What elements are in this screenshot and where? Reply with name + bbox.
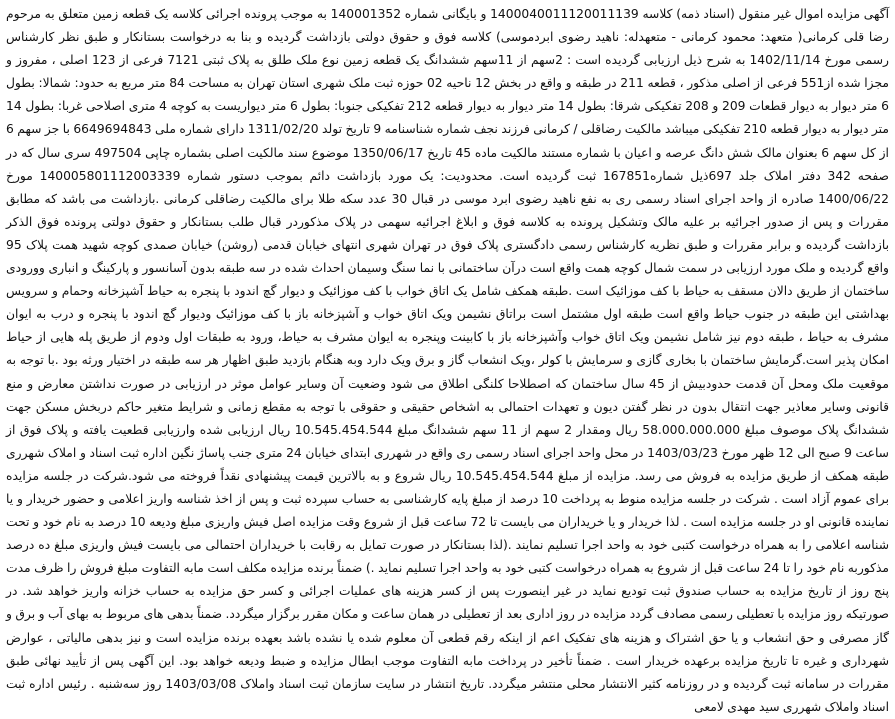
notice-body-text: آگهی مزایده اموال غیر منقول (اسناد ذمه) کلاسه 1400040011120011139 و بایگانی شماره 140001352 به موجب پرونده اجرائی کلاسه یک قطعه زمین متعلق به مرحوم رضا قلی کرمانی( متعهد: محمود کرمانی - متعهدله: ناهید رضوی ابردموسی) کلاسه فوق و حقوق دولتی بازداشت گردیده و بنا به درخواست بستانکار و طبق نظر کارشناس رسمی مورخ 1402/11/14 به شرح ذیل ارزیابی گردیده است : 2سهم از 11سهم ششدانگ یک قطعه زمین نوع ملک طلق به پلاک ثبتی 7121 فرعی از 123 اصلی ، مفروز و مجزا شده از551 فرعی از اصلی مذکور ، قطعه 211 در طبقه و واقع در بخش 12 ناحیه 02 حوزه ثبت ملک شهری استان تهران به مساحت 84 متر مربع به حدود: شمالا: بطول 6 متر دیوار به دیوار قطعات 209 و 208 تفکیکی شرقا: بطول 14 متر دیوار به دیوار قطعه 212 تفکیکی جنوبا: بطول 6 متر دیواریست به کوچه 4 متری اصلاحی غربا: بطول 14 متر دیوار به دیوار قطعه 210 تفکیکی میباشد مالکیت رضاقلی / کرمانی فرزند نجف شماره شناسنامه 9 تاریخ تولد 1311/02/20 دارای شماره ملی 6649694843 با جز سهم 6 از کل سهم 6 بعنوان مالک شش دانگ عرصه و اعیان با شماره مستند مالکیت ماده 45 تاریخ 1350/06/17 موضوع سند مالکیت اصلی بشماره چاپی 497504 سری سال که در صفحه 342 دفتر املاک جلد 697ذیل شماره167851 ثبت گردیده است. محدودیت: یک مورد بازداشت دائم بموجب دستور شماره 140005801112003339 مورخ 1400/06/22 صادره از واحد اجرای اسناد رسمی ری به نفع ناهید رضوی ابرد موسی در قبال 30 عدد سکه طلا برای مالکیت رضاقلی کرمانی .بازداشت می باشد که مطابق مقررات و پس از صدور اجرائیه بر علیه مالک وتشکیل پرونده به کلاسه فوق و ابلاغ اجرائیه سهمی در پلاک مذکوردر قبال طلب بستانکار و حقوق دولتی پرونده فوق الذکر بازداشت گردیده و برابر مقررات و طبق نظریه کارشناس رسمی دادگستری پلاک فوق در تهران شهری انتهای خیابان قدمی (روشن) خیابان صمدی کوچه شهید همت پلاک 95 واقع گردیده و ملک مورد ارزیابی در سمت شمال کوچه همت واقع است درآن ساختمانی با نما سنگ وسیمان احداث شده در سه طبقه بدون آسانسور و پارکینگ و انباری وورودی ساختمان از طریق دالان مسقف به حیاط با کف موزائیک است .طبقه همکف شامل یک اتاق خواب با کف موزائیک و دیوار گچ اندود با پنجره به حیاط آشپزخانه وحمام و سرویس بهداشتی این طبقه در جنوب حیاط واقع است طبقه اول مشتمل است براتاق نشیمن ویک اتاق خواب و آشپزخانه باز با کف موزائیک ودیوار گچ اندود با پنجره و درب به ایوان مشرف به حیاط ، طبقه دوم نیز شامل نشیمن ویک اتاق خواب وآشپزخانه باز با کابینت وپنجره به ایوان مشرف به حیاط، ورود به طبقات اول ودوم از طریق پله هایی از حیاط امکان پذیر است.گرمایش ساختمان با بخاری گازی و سرمایش با کولر ،ویک انشعاب گاز و برق ویک دارد وبه هنگام بازدید طبق اظهار هر سه طبقه در اختیار ورثه بود .با توجه به موقعیت ملک ومحل آن قدمت حدودبیش از 45 سال ساختمان که اصطلاحا کلنگی اطلاق می شود وضعیت آن وسایر عوامل موثر در ارزیابی در صورت نداشتن معارض و منع قانونی وسایر معاذیر جهت انتقال بدون در نظر گفتن دیون و تعهدات احتمالی به اشخاص حقیقی و حقوقی با توجه به مقطع زمانی و شرایط متغیر حاکم دربخش مسکن جهت ششدانگ پلاک موصوف مبلغ 58.000.000.000 ریال ومقدار 2 سهم از 11 سهم ششدانگ مبلغ 10.545.454.544 ریال ارزیابی شده وارزیابی قطعیت یافته و پلاک فوق از ساعت 9 صبح الی 12 ظهر مورخ 1403/03/23 در محل واحد اجرای اسناد رسمی ری واقع در شهرری ابتدای خیابان 24 متری جنب پاساژ نگین اداره ثبت اسناد و املاک شهرری طبقه همکف از طریق مزایده به فروش می رسد. مزایده از مبلغ 10.545.454.544 ریال شروع و به بالاترین قیمت پیشنهادی نقداً فروخته می شود.شرکت در جلسه مزایده برای عموم آزاد است . شرکت در جلسه مزایده منوط به پرداخت 10 درصد از مبلغ پایه کارشناسی به حساب سپرده ثبت و پس از اخذ شناسه واریز اعلامی و حضور خریدار و یا نماینده قانونی او در جلسه مزایده است . لذا خریدار و یا خریداران می بایست تا 72 ساعت قبل از شروع وقت مزایده اصل فیش واریزی مبلغ ودیعه 10 درصد به نام خود و تحت شناسه اعلامی را به همراه درخواست کتبی خود به واحد اجرا تسلیم نمایند .(لذا بستانکار در صورت تمایل به رقابت با خریداران احتمالی می بایست فیش واریزی مبلغ ده درصد مذکوربه نام خود را تا 24 ساعت قبل از شروع به همراه درخواست کتبی خود به واحد اجرا تسلیم نماید .) ضمناً برنده مزایده مکلف است مابه التفاوت مبلغ فروش را ظرف مدت پنج روز از تاریخ مزایده به حساب صندوق ثبت تودیع نماید در غیر اینصورت پس از کسر هزینه های عملیات اجرائی و کسر حق مزایده به حساب خزانه واریز خواهد شد. در صورتیکه روز مزایده با تعطیلی رسمی مصادف گردد مزایده در روز اداری بعد از تعطیلی در همان ساعت و مکان مقرر برگزار میگردد. ضمناً بدهی های مربوط به بهای آب و برق و گاز مصرفی و حق انشعاب و یا حق اشتراک و هزینه های تفکیک اعم از اینکه رقم قطعی آن معلوم شده یا نشده باشد بعهده برنده مزایده است و نیز بدهی مالیاتی ، عوارض شهرداری و غیره تا تاریخ مزایده برعهده خریدار است . ضمناً تأخیر در پرداخت مابه التفاوت موجب ابطال مزایده و ضبط ودیعه خواهد بود. این آگهی پس از تأیید نهائی طبق مقررات در سامانه ثبت گردیده و در روزنامه کثیر الانتشار محلی منتشر میگردد. تاریخ انتشار در سایت سازمان ثبت اسناد واملاک 1403/03/08 روز سه‌شنبه . رئیس اداره ثبت اسناد واملاک شهرری سید مهدی لامعی bbox=[6, 7, 890, 714]
